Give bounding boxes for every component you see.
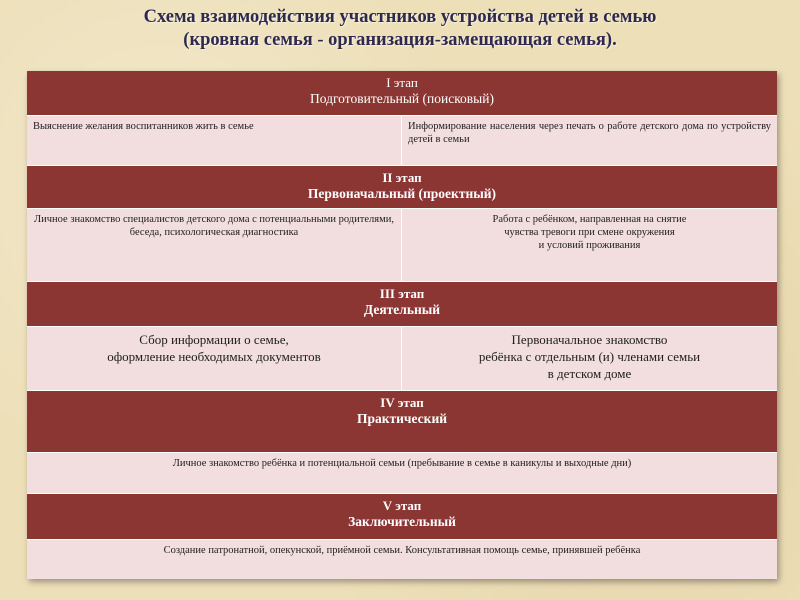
stage-2-right-cell bbox=[402, 209, 777, 281]
stage-3-right-line: Первоначальное знакомство bbox=[511, 332, 668, 347]
stage-5-full-cell: Создание патронатной, опекунской, приёмной семьи. Консультативная помощь семье, принявшей ребёнка bbox=[27, 540, 777, 579]
stage-2-right-line: и условий проживания bbox=[538, 240, 641, 251]
stage-1-left-cell: Выяснение желания воспитанников жить в семье bbox=[27, 116, 402, 165]
page-title bbox=[0, 6, 800, 52]
stage-2-header bbox=[27, 166, 777, 209]
stage-3-left-cell bbox=[27, 327, 402, 390]
stage-1-content bbox=[27, 116, 777, 166]
stage-1-number: I этап bbox=[386, 75, 418, 90]
stage-5-header bbox=[27, 494, 777, 540]
stage-3-right-line: ребёнка с отдельным (и) членами семьи bbox=[478, 349, 701, 364]
stage-1-name: Подготовительный (поисковый) bbox=[310, 91, 494, 106]
stages-table bbox=[27, 71, 777, 579]
stage-2-left-cell: Личное знакомство специалистов детского дома с потенциальными родителями, беседа, психологическая диагностика bbox=[27, 209, 402, 281]
stage-4-header bbox=[27, 391, 777, 453]
stage-2-right-line: Работа с ребёнком, направленная на снятие bbox=[492, 214, 687, 225]
stage-1-header bbox=[27, 71, 777, 116]
stage-5-name: Заключительный bbox=[348, 514, 456, 529]
title-line-2: (кровная семья - организация-замещающая семья). bbox=[183, 30, 617, 50]
stage-3-right-cell bbox=[402, 327, 777, 390]
stage-3-name: Деятельный bbox=[363, 302, 441, 317]
title-line-1: Схема взаимодействия участников устройства детей в семью bbox=[143, 7, 657, 27]
stage-5-number: V этап bbox=[382, 498, 422, 513]
stage-2-right-line: чувства тревоги при смене окружения bbox=[504, 227, 675, 238]
stage-3-number: III этап bbox=[379, 286, 425, 301]
stage-2-name: Первоначальный (проектный) bbox=[307, 186, 497, 201]
stage-3-left-line: оформление необходимых документов bbox=[107, 349, 321, 364]
stage-2-number: II этап bbox=[382, 170, 422, 185]
stage-3-left-line: Сбор информации о семье, bbox=[139, 332, 289, 347]
stage-3-right-line: в детском доме bbox=[547, 366, 632, 381]
stage-1-right-cell: Информирование населения через печать о работе детского дома по устройству детей в семьи bbox=[402, 116, 777, 165]
stage-2-content bbox=[27, 209, 777, 282]
stage-4-name: Практический bbox=[356, 411, 448, 426]
stage-4-full-cell: Личное знакомство ребёнка и потенциальной семьи (пребывание в семье в каникулы и выходные дни) bbox=[27, 453, 777, 493]
stage-3-header bbox=[27, 282, 777, 327]
stage-4-number: IV этап bbox=[380, 395, 424, 410]
stage-3-content bbox=[27, 327, 777, 391]
stage-4-content bbox=[27, 453, 777, 494]
stage-5-content bbox=[27, 540, 777, 579]
